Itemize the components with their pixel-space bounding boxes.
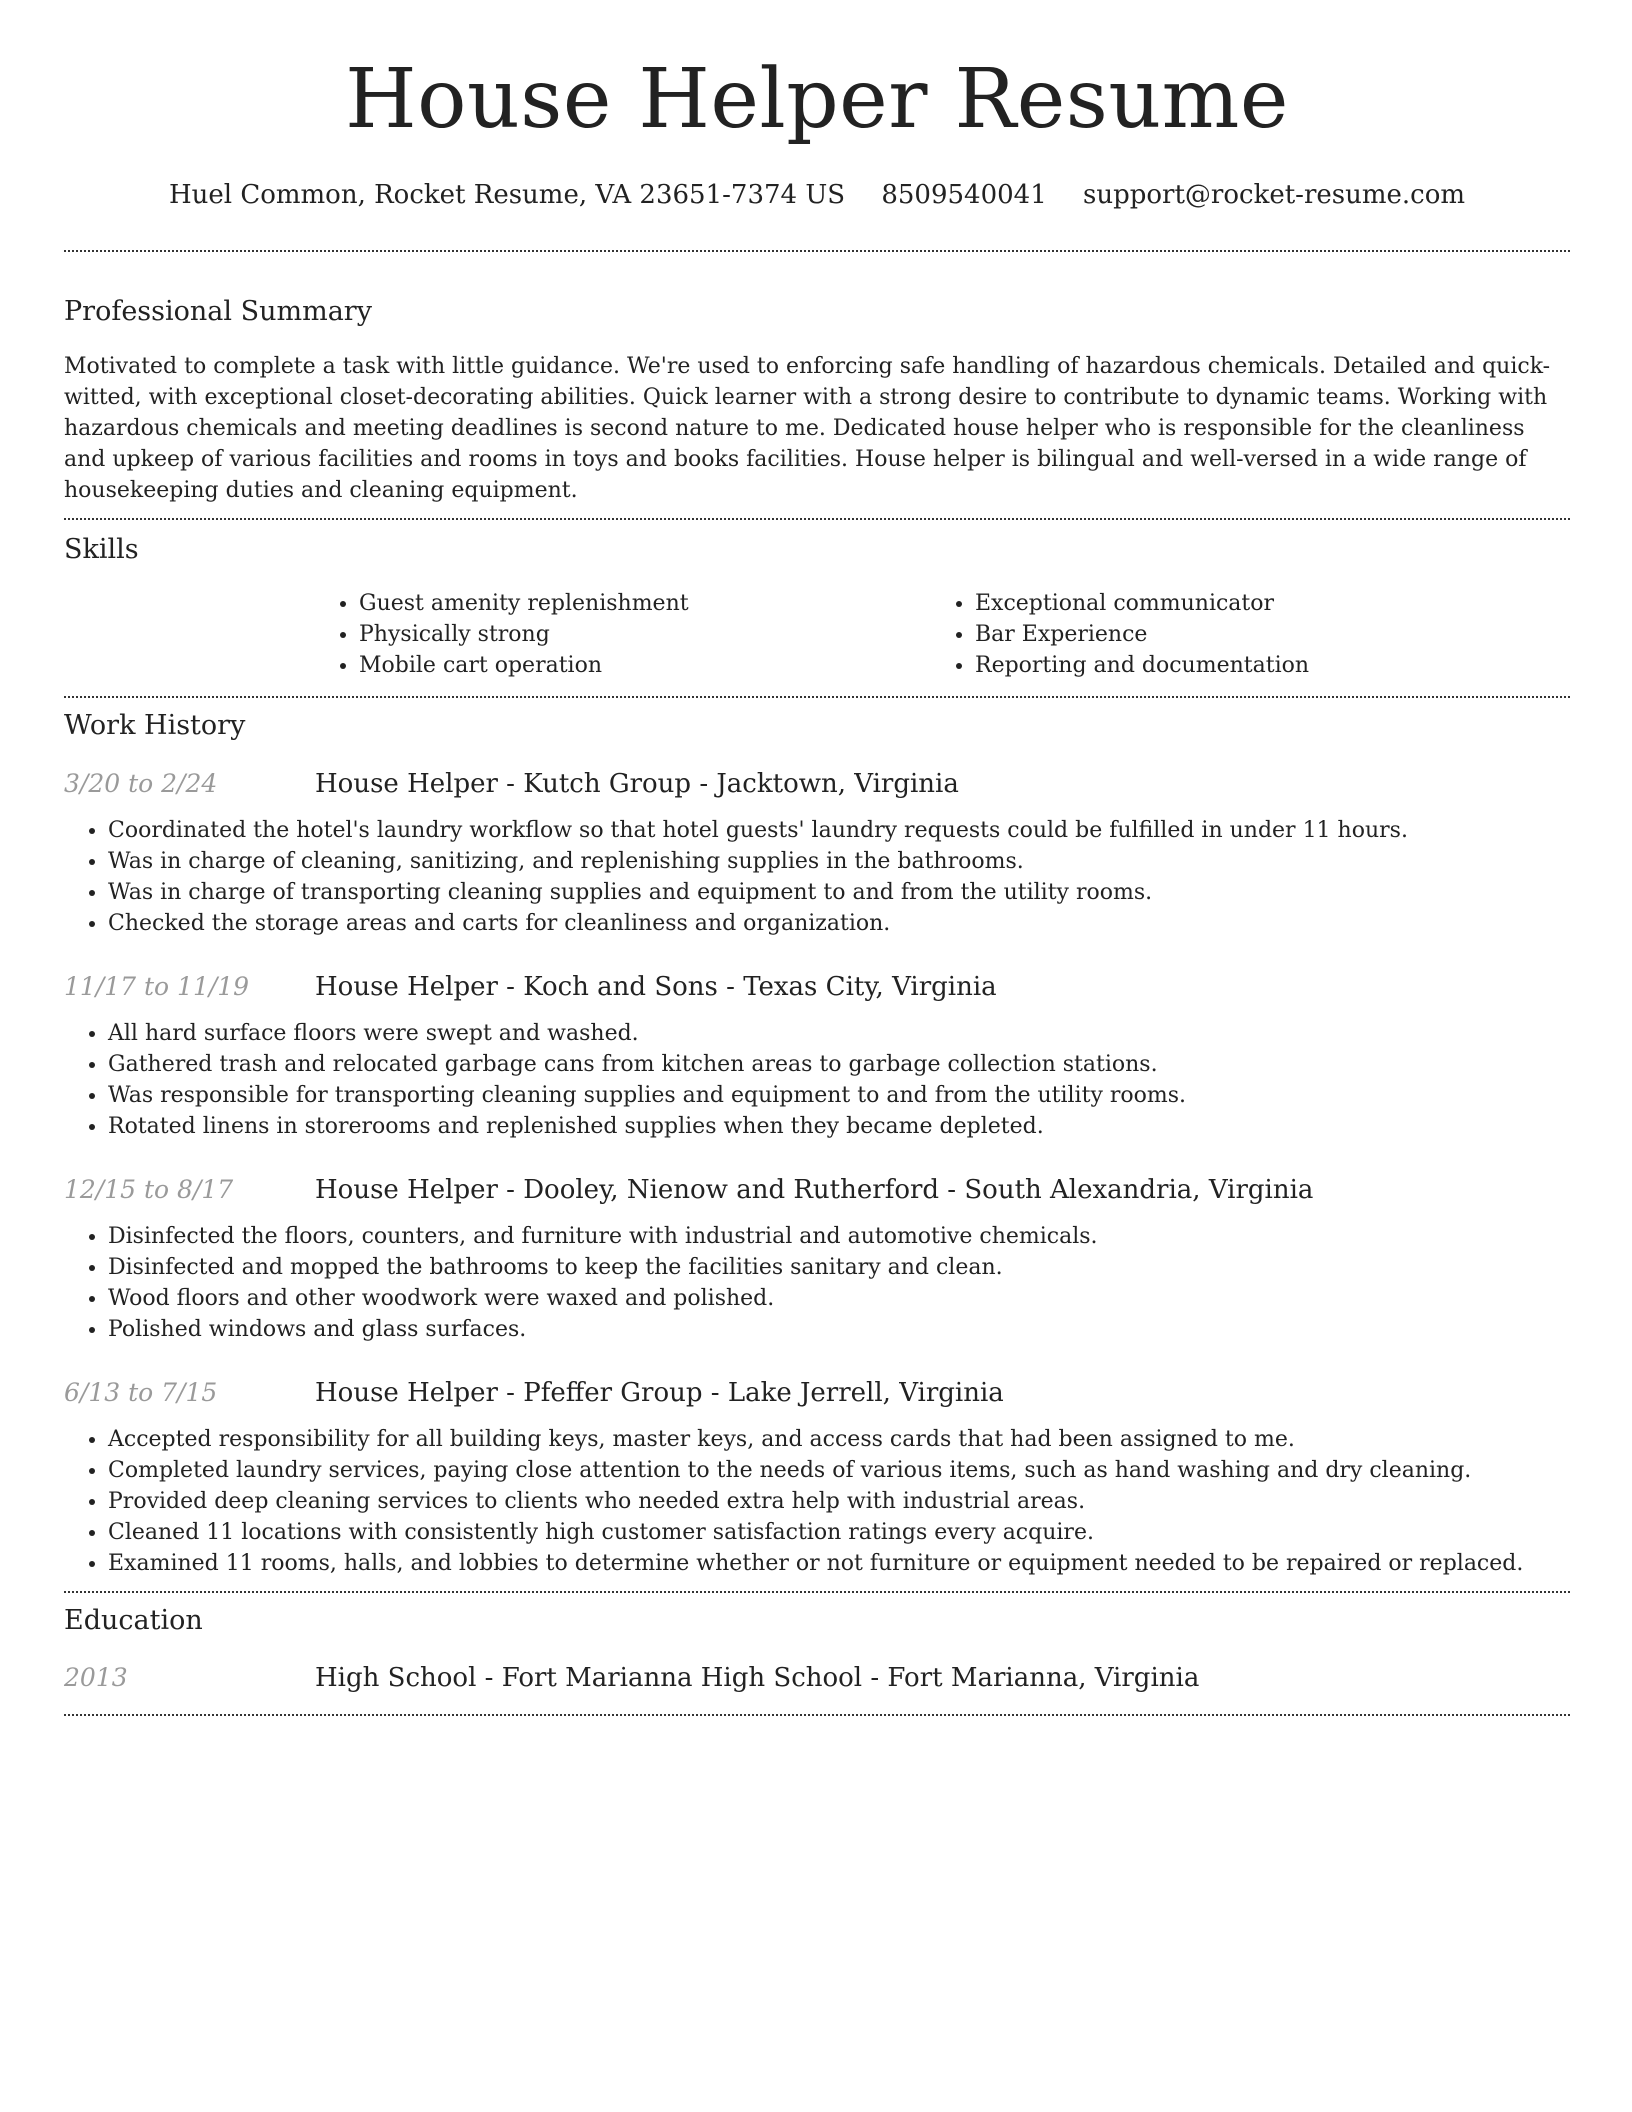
- job-dates: 6/13 to 7/15: [64, 1378, 218, 1407]
- job-bullet: • Was responsible for transporting cleaning supplies and equipment to and from the utility rooms.: [108, 1080, 1570, 1111]
- job-entry: [64, 1173, 1570, 1345]
- job-bullets: [64, 815, 1570, 939]
- divider: [64, 1714, 1570, 1716]
- job-title: House Helper - Pfeffer Group - Lake Jerrell, Virginia: [315, 1378, 1004, 1408]
- job-bullet: • Was in charge of transporting cleaning supplies and equipment to and from the utility rooms.: [108, 877, 1570, 908]
- section-heading-work-history: Work History: [64, 710, 246, 741]
- skills-column-right: [931, 588, 1547, 681]
- address: Huel Common, Rocket Resume, VA 23651-7374 US: [168, 180, 846, 210]
- job-dates: 11/17 to 11/19: [64, 972, 250, 1001]
- job-header: [64, 1173, 1570, 1207]
- contact-line: [64, 178, 1570, 212]
- work-history-section: [64, 709, 1570, 1579]
- job-bullets: [64, 1424, 1570, 1579]
- divider: [64, 696, 1570, 698]
- divider: [64, 518, 1570, 520]
- skill-item: • Guest amenity replenishment: [359, 588, 931, 619]
- section-heading-education: Education: [64, 1605, 203, 1636]
- education-section: [64, 1604, 1570, 1695]
- skill-item: • Exceptional communicator: [975, 588, 1547, 619]
- job-bullet: • Checked the storage areas and carts for cleanliness and organization.: [108, 908, 1570, 939]
- resume-page: [64, 0, 1570, 1716]
- job-bullets: [64, 1018, 1570, 1142]
- job-entry: [64, 1376, 1570, 1579]
- job-bullet: • Disinfected the floors, counters, and furniture with industrial and automotive chemicals.: [108, 1221, 1570, 1252]
- skill-item: • Reporting and documentation: [975, 650, 1547, 681]
- job-bullet: • Accepted responsibility for all building keys, master keys, and access cards that had been assigned to me.: [108, 1424, 1570, 1455]
- section-heading-summary: Professional Summary: [64, 296, 372, 327]
- job-bullet: • Coordinated the hotel's laundry workflow so that hotel guests' laundry requests could be fulfilled in under 11 hours.: [108, 815, 1570, 846]
- summary-text: Motivated to complete a task with little guidance. We're used to enforcing safe handling of hazardous chemicals. Detailed and quick-witted, with exceptional closet-decorating abilities. Quick learner with a strong desire to contribute to dynamic teams. Working with hazardous chemicals and meeting deadlines is second nature to me. Dedicated house helper who is responsible for the cleanliness and upkeep of various facilities and rooms in toys and books facilities. House helper is bilingual and well-versed in a wide range of housekeeping duties and cleaning equipment.: [64, 354, 1551, 503]
- job-dates: 3/20 to 2/24: [64, 769, 218, 798]
- summary-section: [64, 295, 1570, 506]
- job-bullet: • All hard surface floors were swept and washed.: [108, 1018, 1570, 1049]
- job-bullet: • Was in charge of cleaning, sanitizing, and replenishing supplies in the bathrooms.: [108, 846, 1570, 877]
- email: support@rocket-resume.com: [1083, 180, 1466, 210]
- job-dates: 12/15 to 8/17: [64, 1175, 234, 1204]
- phone: 8509540041: [881, 180, 1047, 210]
- job-title: House Helper - Koch and Sons - Texas City, Virginia: [315, 972, 997, 1002]
- skill-item: • Physically strong: [359, 619, 931, 650]
- job-header: [64, 1376, 1570, 1410]
- job-bullet: • Wood floors and other woodwork were waxed and polished.: [108, 1283, 1570, 1314]
- job-header: [64, 970, 1570, 1004]
- job-bullet: • Completed laundry services, paying close attention to the needs of various items, such as hand washing and dry cleaning.: [108, 1455, 1570, 1486]
- job-bullet: • Polished windows and glass surfaces.: [108, 1314, 1570, 1345]
- skills-section: [64, 533, 1570, 681]
- skill-item: • Mobile cart operation: [359, 650, 931, 681]
- job-header: [64, 767, 1570, 801]
- resume-header: [64, 0, 1570, 212]
- skills-list: [315, 588, 1570, 681]
- skills-column-left: [315, 588, 931, 681]
- divider: [64, 1591, 1570, 1593]
- education-entry: [64, 1661, 1570, 1695]
- job-bullet: • Cleaned 11 locations with consistently high customer satisfaction ratings every acquire.: [108, 1517, 1570, 1548]
- job-bullet: • Disinfected and mopped the bathrooms to keep the facilities sanitary and clean.: [108, 1252, 1570, 1283]
- job-bullet: • Examined 11 rooms, halls, and lobbies to determine whether or not furniture or equipment needed to be repaired or replaced.: [108, 1548, 1570, 1579]
- education-year: 2013: [64, 1663, 128, 1692]
- skill-item: • Bar Experience: [975, 619, 1547, 650]
- divider: [64, 250, 1570, 252]
- job-entry: [64, 970, 1570, 1142]
- job-bullet: • Rotated linens in storerooms and replenished supplies when they became depleted.: [108, 1111, 1570, 1142]
- job-bullet: • Gathered trash and relocated garbage cans from kitchen areas to garbage collection stations.: [108, 1049, 1570, 1080]
- section-heading-skills: Skills: [64, 534, 139, 565]
- resume-title: House Helper Resume: [345, 52, 1289, 147]
- job-bullets: [64, 1221, 1570, 1345]
- job-entry: [64, 767, 1570, 939]
- education-title: High School - Fort Marianna High School - Fort Marianna, Virginia: [315, 1663, 1200, 1693]
- job-bullet: • Provided deep cleaning services to clients who needed extra help with industrial areas.: [108, 1486, 1570, 1517]
- job-title: House Helper - Kutch Group - Jacktown, Virginia: [315, 769, 959, 799]
- job-title: House Helper - Dooley, Nienow and Rutherford - South Alexandria, Virginia: [315, 1175, 1314, 1205]
